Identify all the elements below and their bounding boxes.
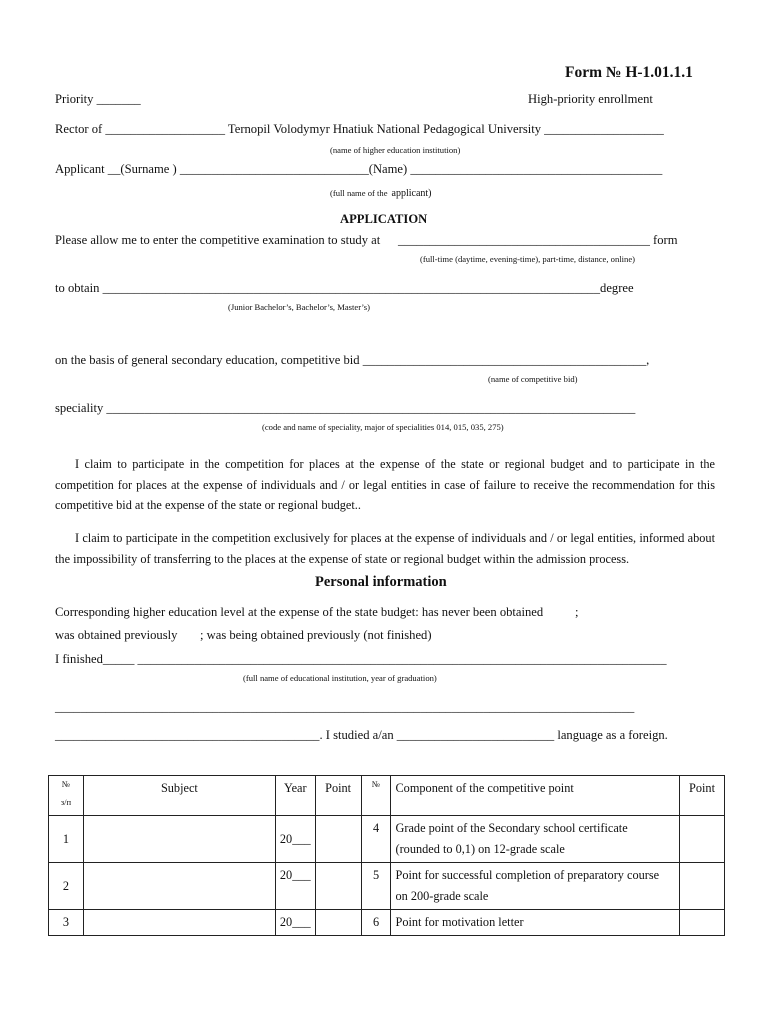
basis-line: on the basis of general secondary education, competitive bid _____________________________________________, (55, 353, 650, 367)
applicant-caption (330, 183, 432, 201)
claim2-text: I claim to participate in the competition exclusively for places at the expense of individuals and / or legal entities, informed about the impossibility of transferring to the places at the expense of state or regional budget within the admission process. (55, 531, 715, 566)
component-point-cell[interactable] (680, 910, 725, 936)
obtain-caption: (Junior Bachelor’s, Bachelor’s, Master’s) (228, 302, 371, 312)
form-number: Form № H-1.01.1.1 (565, 64, 693, 81)
header-no-text: № (61, 779, 71, 789)
header-point: Point (315, 776, 361, 816)
study-caption: (full-time (daytime, evening-time), part-time, distance, online) (420, 254, 636, 264)
language-line: __________________________________________. I studied a/an _________________________ language as a foreign. (55, 728, 668, 742)
obtain-line: to obtain _______________________________________________________________________________degree (55, 281, 634, 295)
priority-field: Priority _______ (55, 92, 141, 106)
rector-line: Rector of ___________________ Ternopil Volodymyr Hnatiuk National Pedagogical University ___________________ (55, 122, 664, 136)
enrollment-label: High-priority enrollment (528, 92, 653, 106)
component-no: 5 (361, 863, 391, 910)
speciality-caption: (code and name of speciality, major of specialities 014, 015, 035, 275) (262, 422, 504, 432)
component-cell: Point for motivation letter (391, 910, 680, 936)
row-no: 2 (49, 863, 84, 910)
study-line: Please allow me to enter the competitive examination to study at (55, 233, 381, 247)
header-no-sub: з/п (60, 797, 72, 807)
component-point-cell[interactable] (680, 816, 725, 863)
header-no (49, 776, 84, 816)
header-component: Component of the competitive point (391, 776, 680, 816)
table-row (49, 863, 725, 910)
long-blank-line: ____________________________________________________________________________________________ (55, 700, 635, 714)
header-no2 (361, 776, 391, 816)
row-no: 3 (49, 910, 84, 936)
rector-caption: (name of higher education institution) (330, 145, 461, 155)
application-title: APPLICATION (340, 212, 428, 226)
personal-info-title: Personal information (315, 574, 447, 590)
point-cell[interactable] (315, 816, 361, 863)
claim-paragraph-1 (55, 454, 715, 516)
component-point-cell[interactable] (680, 863, 725, 910)
being-obtained: ; was being obtained previously (not finished) (200, 628, 432, 642)
study-blank: ________________________________________ form (398, 233, 678, 247)
subject-cell[interactable] (83, 863, 275, 910)
applicant-caption-b: applicant) (391, 188, 432, 199)
claim1-text: I claim to participate in the competition for places at the expense of the state or regional budget and to participate in the competition for places at the expense of individuals and / or legal entities in case of failure to receive the recommendation for this competitive bid at the expense of the state or regional budget.. (55, 457, 715, 512)
claim-paragraph-2 (55, 528, 715, 569)
table-row (49, 910, 725, 936)
table-row (49, 816, 725, 863)
speciality-line: speciality ____________________________________________________________________________________ (55, 401, 636, 415)
level-semicolon: ; (575, 605, 579, 619)
points-table (48, 775, 725, 936)
component-text-a: Grade point of the Secondary school certificate (395, 821, 628, 835)
row-no: 1 (49, 816, 84, 863)
subject-cell[interactable] (83, 910, 275, 936)
year-cell[interactable]: 20___ (275, 863, 315, 910)
point-cell[interactable] (315, 910, 361, 936)
header-no2-text: № (371, 779, 381, 789)
component-no: 4 (361, 816, 391, 863)
year-cell[interactable]: 20___ (275, 816, 315, 863)
finished-caption: (full name of educational institution, year of graduation) (243, 673, 437, 683)
applicant-caption-a: (full name of the (330, 188, 388, 198)
obtained-previously: was obtained previously (55, 628, 178, 642)
component-cell (391, 816, 680, 863)
subject-cell[interactable] (83, 816, 275, 863)
component-no: 6 (361, 910, 391, 936)
component-cell (391, 863, 680, 910)
point-cell[interactable] (315, 863, 361, 910)
year-cell[interactable]: 20___ (275, 910, 315, 936)
component-text-b: on 200-grade scale (395, 889, 489, 903)
component-text-a: Point for successful completion of preparatory course (395, 868, 660, 882)
component-text-b: (rounded to 0,1) on 12-grade scale (395, 842, 565, 856)
applicant-line: Applicant __(Surname ) ______________________________(Name) ________________________________________ (55, 162, 663, 176)
table-header (49, 776, 725, 816)
basis-caption: (name of competitive bid) (488, 374, 578, 384)
header-year: Year (275, 776, 315, 816)
header-point2: Point (680, 776, 725, 816)
finished-line: I finished_____ ____________________________________________________________________________________ (55, 652, 667, 666)
level-line: Corresponding higher education level at the expense of the state budget: has never been obtained (55, 605, 544, 619)
header-subject: Subject (83, 776, 275, 816)
